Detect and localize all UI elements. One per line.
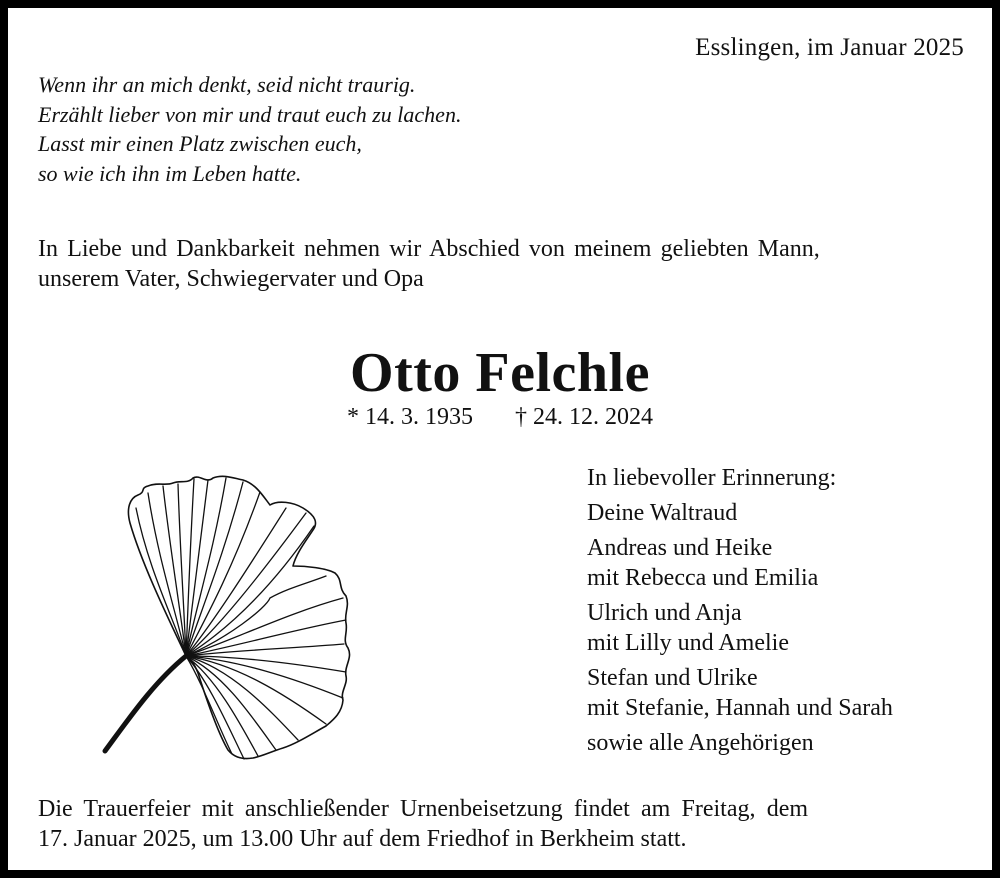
ceremony-line: 17. Januar 2025, um 13.00 Uhr auf dem Friedhof in Berkheim statt.: [38, 826, 687, 852]
mourner-line: Ulrich und Anja: [587, 600, 742, 626]
life-dates: [8, 402, 992, 432]
death-cross-icon: †: [515, 404, 527, 430]
mourner-line: mit Rebecca und Emilia: [587, 565, 819, 591]
deceased-name: Otto Felchle: [350, 342, 650, 404]
mourner-group: [587, 598, 893, 658]
intro-line: In Liebe und Dankbarkeit nehmen wir Abschied von meinem geliebten Mann,: [38, 236, 820, 262]
mourner-line: Andreas und Heike: [587, 535, 773, 561]
mourner-line: mit Stefanie, Hannah und Sarah: [587, 695, 893, 721]
mourners-heading: In liebevoller Erinnerung:: [587, 465, 837, 491]
intro-line: unserem Vater, Schwiegervater und Opa: [38, 266, 424, 292]
birth-symbol: *: [347, 404, 359, 430]
death-date: 24. 12. 2024: [533, 404, 653, 430]
mourner-line: sowie alle Angehörigen: [587, 730, 814, 756]
ceremony-line: Die Trauerfeier mit anschließender Urnenbeisetzung findet am Freitag, dem: [38, 796, 809, 822]
mourner-group: [587, 498, 893, 528]
poem-line: Wenn ihr an mich denkt, seid nicht traurig.: [38, 72, 416, 97]
mourner-group: [587, 533, 893, 593]
poem-line: Lasst mir einen Platz zwischen euch,: [38, 131, 362, 156]
mourner-group: [587, 728, 893, 758]
funeral-ceremony-notice: [38, 794, 966, 854]
ginkgo-leaf-icon: [90, 470, 370, 770]
farewell-intro: [38, 234, 968, 294]
birth-date: 14. 3. 1935: [365, 404, 473, 430]
mourners-list: [587, 463, 893, 763]
poem: [38, 70, 461, 188]
mourner-line: Stefan und Ulrike: [587, 665, 758, 691]
mourner-line: Deine Waltraud: [587, 500, 738, 526]
poem-line: Erzählt lieber von mir und traut euch zu lachen.: [38, 101, 462, 127]
obituary-card: [8, 8, 992, 870]
mourner-group: [587, 663, 893, 723]
mourner-line: mit Lilly und Amelie: [587, 630, 789, 656]
poem-line: so wie ich ihn im Leben hatte.: [38, 160, 302, 186]
place-date: Esslingen, im Januar 2025: [695, 34, 964, 61]
